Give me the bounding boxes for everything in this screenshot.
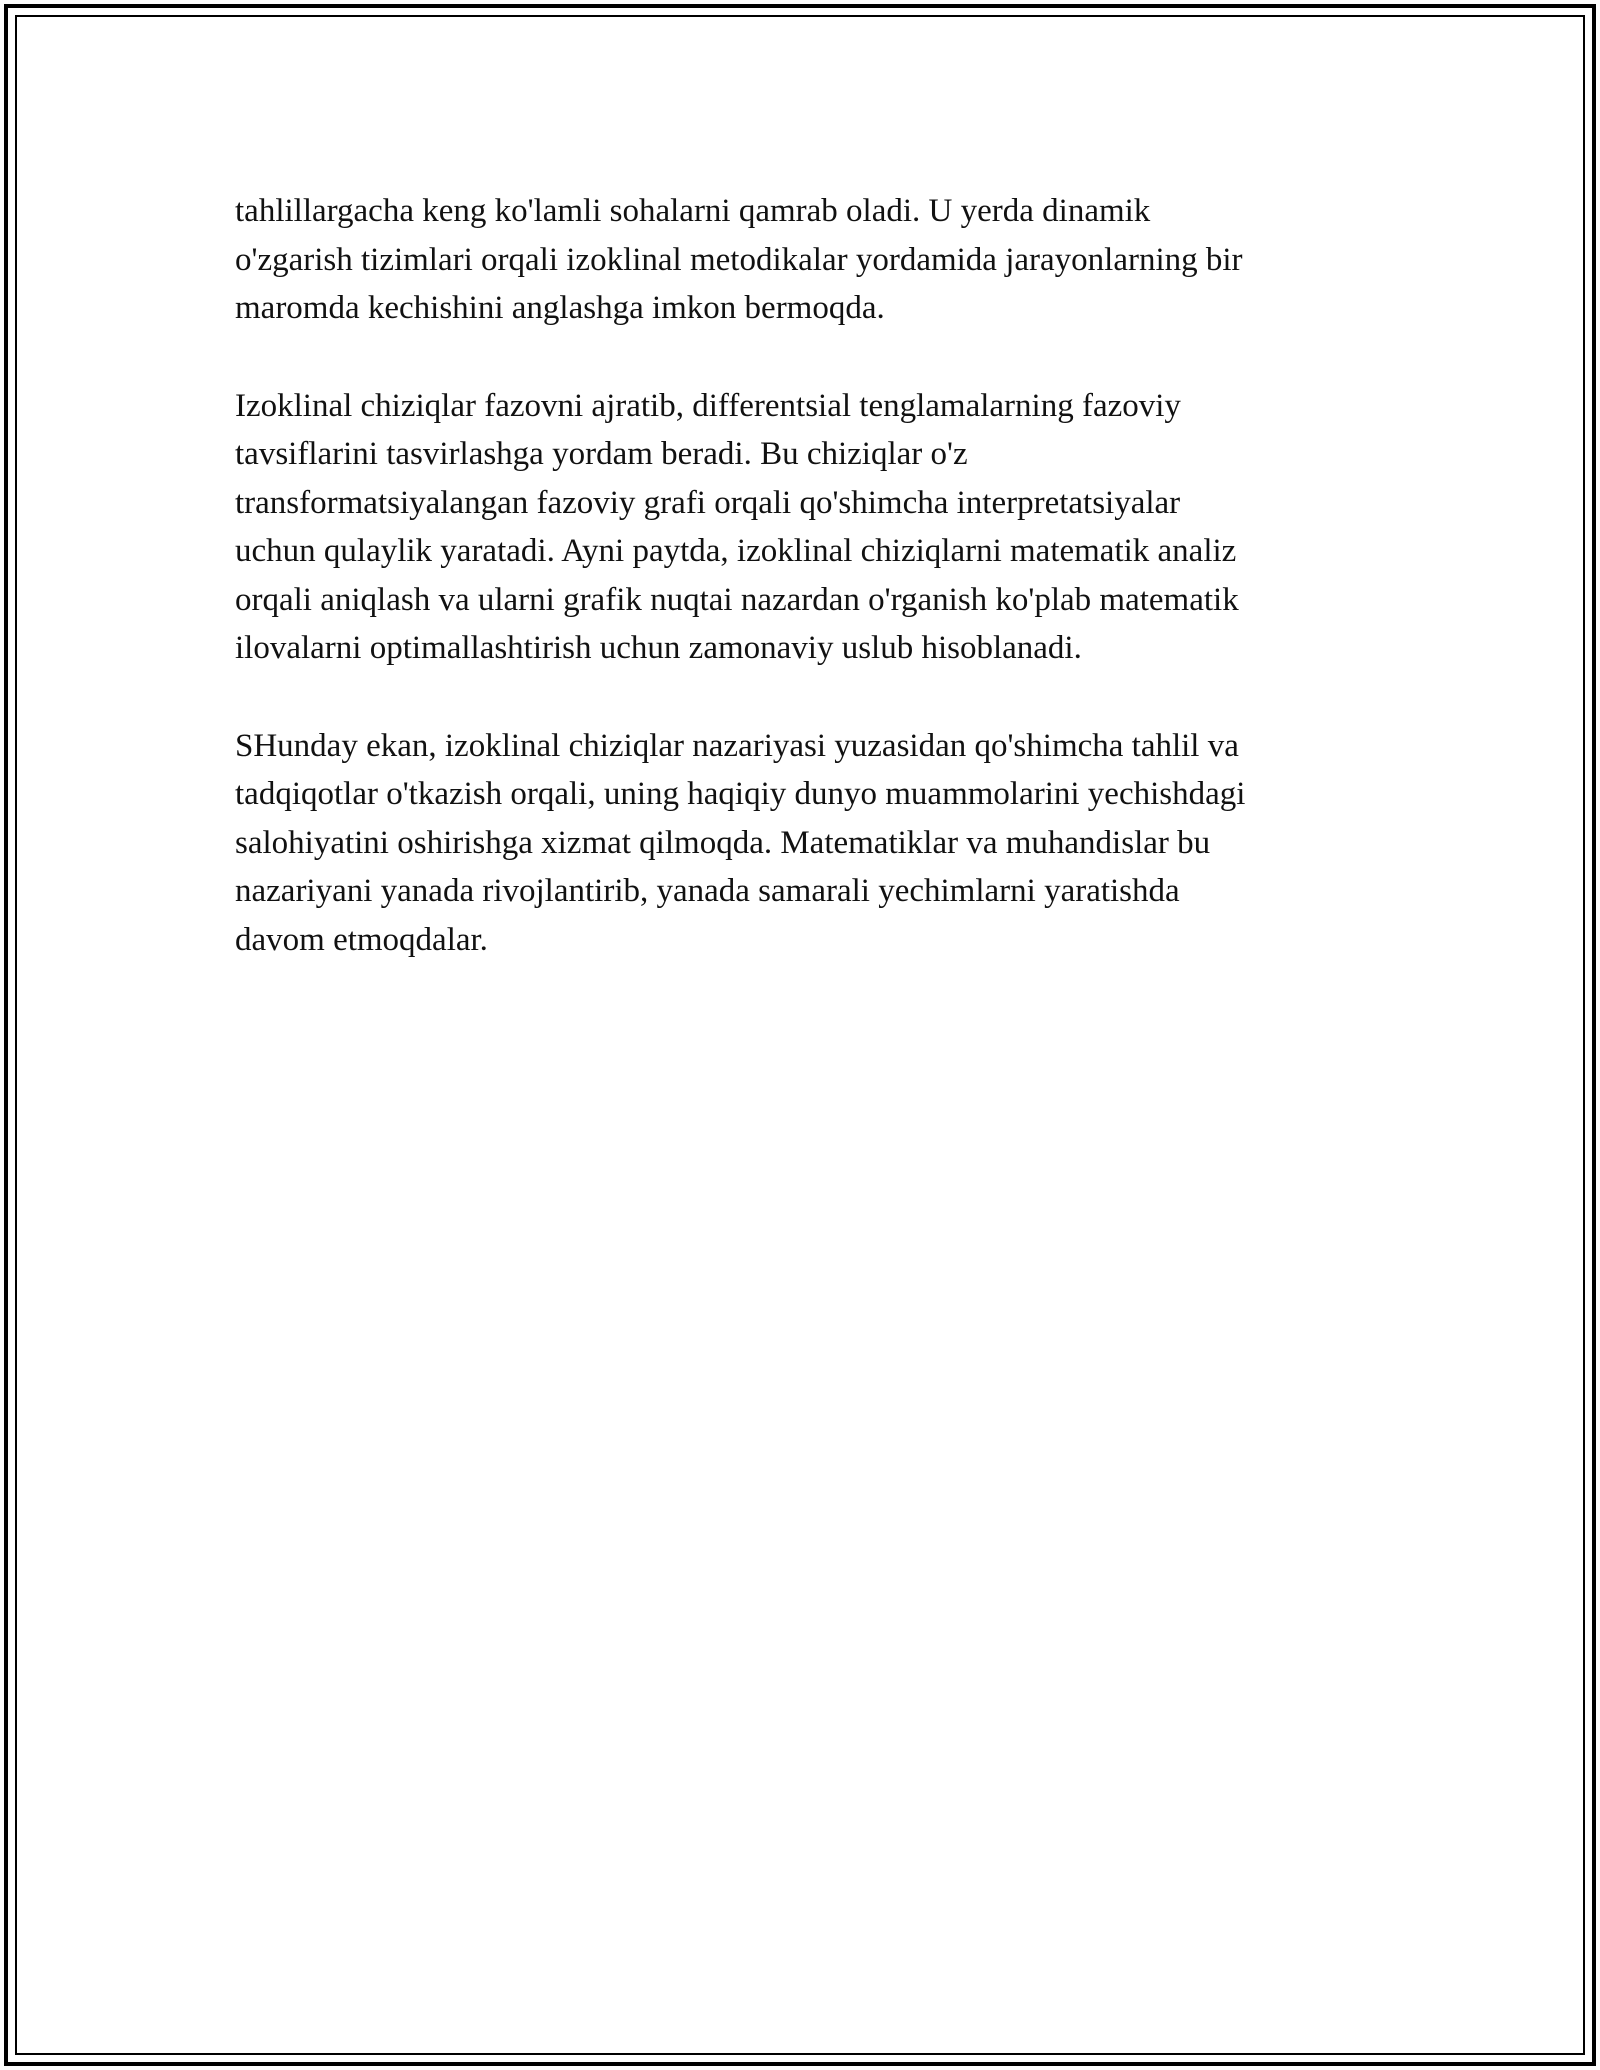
text-line: maromda kechishini anglashga imkon bermoqda. <box>235 290 885 326</box>
text-line: SHunday ekan, izoklinal chiziqlar nazariyasi yuzasidan qo'shimcha tahlil va <box>235 727 1239 764</box>
text-line: tavsiflarini tasvirlashga yordam beradi. Bu chiziqlar o'z <box>235 436 968 472</box>
text-line: ilovalarni optimallashtirish uchun zamonaviy uslub hisoblanadi. <box>235 630 1082 666</box>
text-line: orqali aniqlash va ularni grafik nuqtai nazardan o'rganish ko'plab matematik <box>235 581 1239 618</box>
paragraph-1 <box>235 187 1375 333</box>
text-line: uchun qulaylik yaratadi. Ayni paytda, izoklinal chiziqlarni matematik analiz <box>235 533 1237 569</box>
paragraph-2 <box>235 382 1375 673</box>
text-line: transformatsiyalangan fazoviy grafi orqali qo'shimcha interpretatsiyalar <box>235 484 1181 521</box>
text-line: tadqiqotlar o'tkazish orqali, uning haqiqiy dunyo muammolarini yechishdagi <box>235 776 1246 812</box>
text-line: tahlillargacha keng ko'lamli sohalarni qamrab oladi. U yerda dinamik <box>235 193 1151 229</box>
text-line: davom etmoqdalar. <box>235 921 488 958</box>
text-line: nazariyani yanada rivojlantirib, yanada samarali yechimlarni yaratishda <box>235 873 1180 909</box>
document-body <box>235 187 1375 1013</box>
text-line: o'zgarish tizimlari orqali izoklinal metodikalar yordamida jarayonlarning bir <box>235 241 1243 278</box>
paragraph-3 <box>235 722 1375 965</box>
text-line: Izoklinal chiziqlar fazovni ajratib, differentsial tenglamalarning fazoviy <box>235 387 1181 424</box>
text-line: salohiyatini oshirishga xizmat qilmoqda. Matematiklar va muhandislar bu <box>235 824 1211 861</box>
